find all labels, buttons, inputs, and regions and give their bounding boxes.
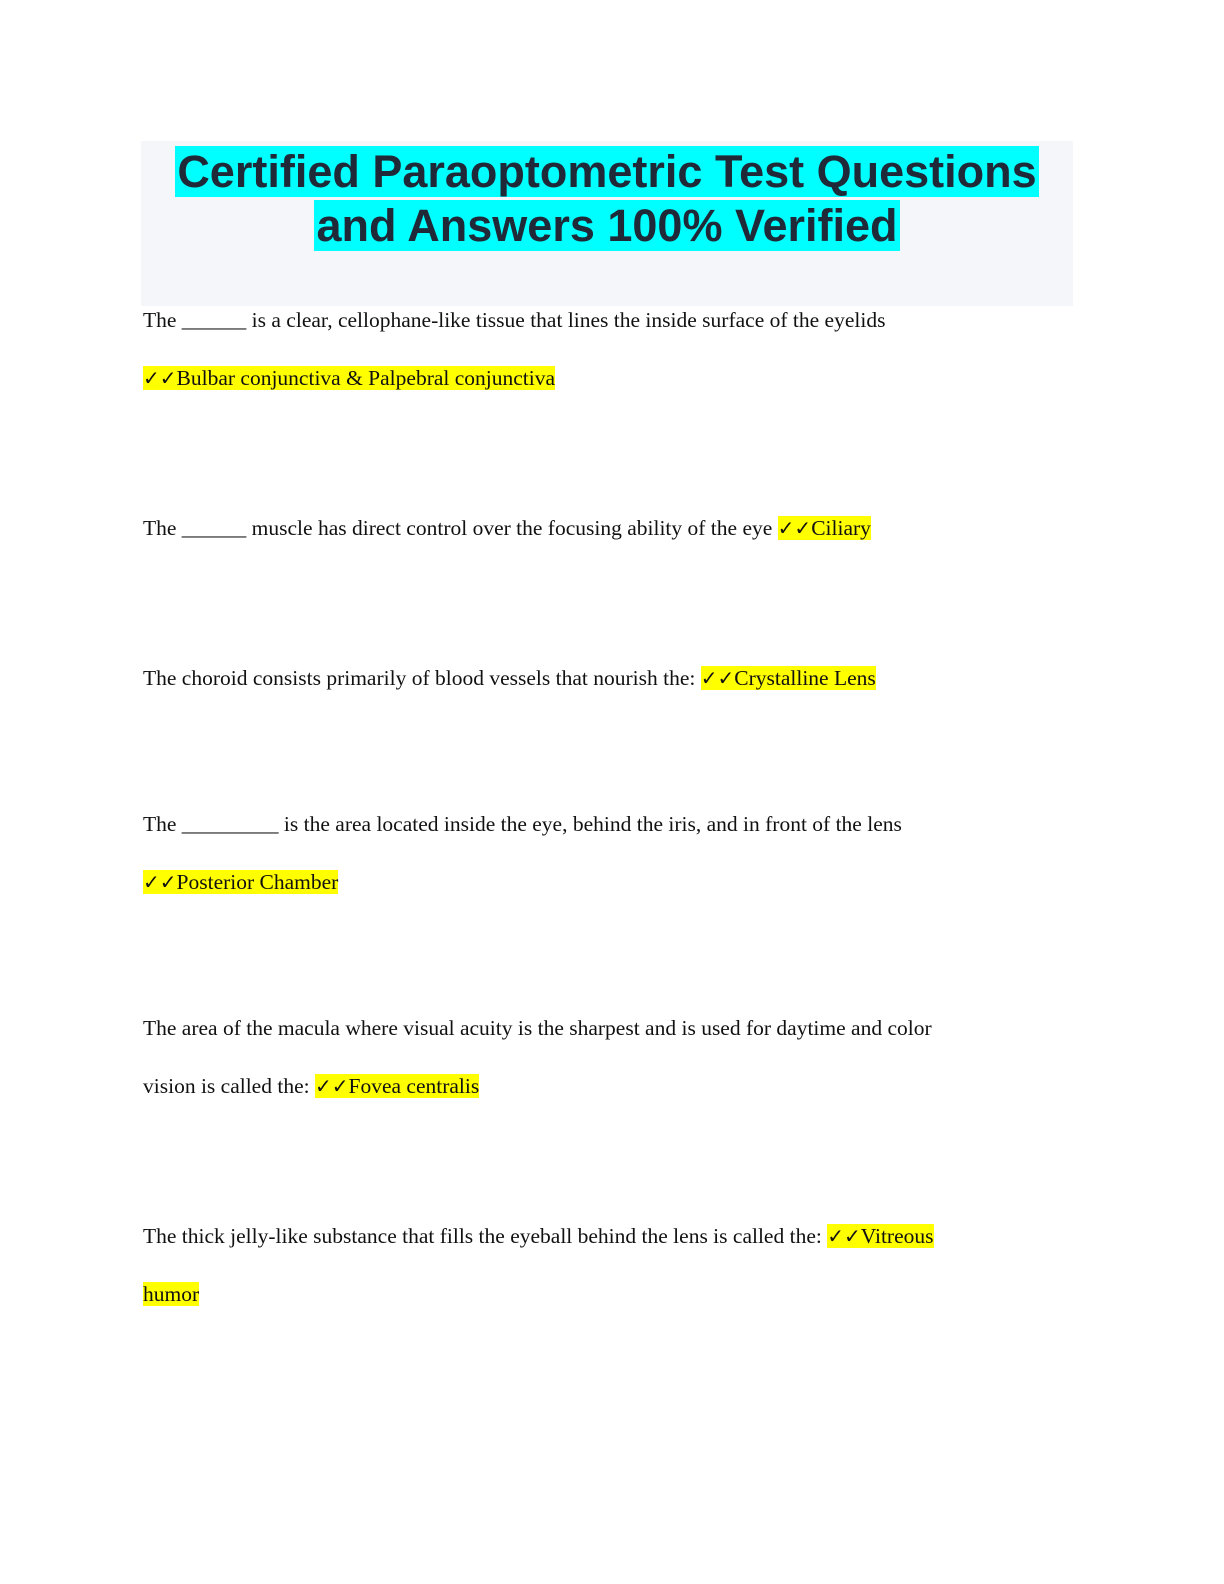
question-4: The _________ is the area located inside the eye, behind the iris, and in front of the lens — [143, 812, 902, 836]
answer-4 — [143, 870, 338, 894]
question-1: The ______ is a clear, cellophane-like tissue that lines the inside surface of the eyelids — [143, 308, 886, 332]
check-icon: ✓✓ — [827, 1224, 861, 1248]
answer-1-text: Bulbar conjunctiva & Palpebral conjunctiva — [176, 366, 556, 390]
qa-item-6 — [143, 1207, 1043, 1323]
answer-5-text: Fovea centralis — [348, 1074, 480, 1098]
qa-item-3 — [143, 649, 1043, 707]
question-5-line-2: vision is called the: — [143, 1074, 310, 1098]
title-line-2: and Answers 100% Verified — [316, 200, 898, 251]
answer-4-text: Posterior Chamber — [176, 870, 339, 894]
question-2: The ______ muscle has direct control over the focusing ability of the eye — [143, 516, 773, 540]
qa-item-4 — [143, 795, 1043, 911]
check-icon: ✓✓ — [143, 870, 177, 894]
question-6: The thick jelly-like substance that fills the eyeball behind the lens is called the: — [143, 1224, 822, 1248]
answer-3-text: Crystalline Lens — [734, 666, 876, 690]
qa-item-1 — [143, 291, 1043, 407]
check-icon: ✓✓ — [700, 666, 735, 690]
answer-3 — [701, 666, 876, 690]
check-icon: ✓✓ — [777, 516, 812, 540]
check-icon: ✓✓ — [314, 1074, 349, 1098]
title-line-1: Certified Paraoptometric Test Questions — [177, 146, 1037, 197]
answer-1 — [143, 366, 555, 390]
document-title — [141, 145, 1073, 253]
answer-2 — [778, 516, 871, 540]
answer-6-text-line-1: Vitreous — [860, 1224, 934, 1248]
check-icon: ✓✓ — [143, 366, 177, 390]
answer-2-text: Ciliary — [811, 516, 871, 540]
answer-6-text-line-2: humor — [143, 1282, 200, 1306]
question-5-line-1: The area of the macula where visual acuity is the sharpest and is used for daytime and color — [143, 1016, 932, 1040]
question-3: The choroid consists primarily of blood vessels that nourish the: — [143, 666, 696, 690]
answer-5 — [315, 1074, 479, 1098]
title-block — [141, 141, 1073, 306]
answer-6 — [827, 1224, 933, 1248]
qa-item-5 — [143, 999, 1043, 1115]
qa-item-2 — [143, 499, 1043, 557]
